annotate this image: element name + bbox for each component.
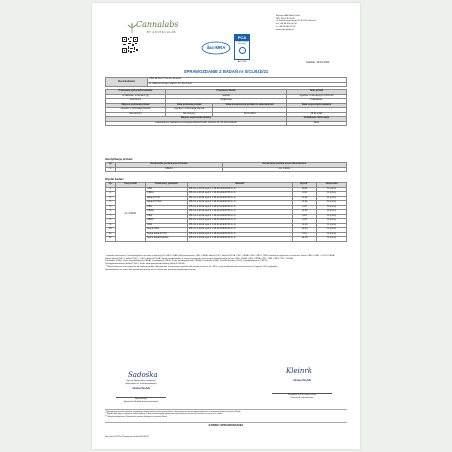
info-header: Dodatkowe informacje: [287, 117, 347, 122]
method-cell: PB-CL-1:2019 wyd.3 z 28.09.2020/HPLC- A: [188, 223, 293, 228]
right-caption-line: Kierownik m.l.dr. Marek Klein: [272, 393, 332, 397]
client-label: Zleceniodawca: [106, 78, 148, 87]
info-header: Przedmiot badań: [166, 90, 287, 95]
info-cell: w zakresie, w ramach (§): [106, 94, 166, 99]
footnote-line: * Sprawozdanie zostało wykonane na podstawie danych dostarczonych przez Klienta. Laboratorium nie ponosi odpowiedzialności za informacje dostarczone przez Klienta.: [105, 411, 241, 413]
result-value-cell: 0,03: [293, 192, 317, 197]
parameter-cell: CBG: [146, 214, 188, 219]
left-stamp: [116, 380, 166, 390]
parameter-cell: CBN: [146, 223, 188, 228]
parameter-cell: CBGA: [146, 210, 188, 215]
parameter-cell: Suma CBD: [146, 228, 188, 233]
results-header: Oznaczany parametr: [146, 183, 188, 188]
left-caption: [116, 397, 166, 403]
parameter-cell: CBDV: [146, 219, 188, 224]
qr-code: [122, 37, 138, 53]
result-value-cell: 11,81: [293, 187, 317, 192]
result-value-cell: 0,14: [293, 232, 317, 237]
row-number: 4.: [106, 201, 116, 206]
ident-cell: CBD10: [116, 167, 223, 172]
result-value-cell: 0,23: [293, 214, 317, 219]
unit-cell: % (m/m): [317, 237, 347, 242]
accreditation-seal-icon: [239, 47, 246, 54]
method-cell: PB-CL-1:2019 wyd.3 z 28.09.2020/HPLC- A: [188, 196, 293, 201]
result-value-cell: <0,01: [293, 223, 317, 228]
method-cell: PB-CL-1:2019 wyd.3 z 28.09.2020/HPLC- A: [188, 192, 293, 197]
method-cell: PB-CL-1:2019 wyd.3 z 28.09.2020/HPLC- A: [188, 219, 293, 224]
client-address: ul. Walzemmolego 14a/10, 87-100 Toruń: [148, 82, 347, 87]
unit-cell: % (m/m): [317, 201, 347, 206]
lab-address: [276, 15, 346, 31]
client-name: CBD EFFECT Dorota Janerek: [148, 78, 347, 83]
info-cell: zgodnie z instrukcją P-IV/PO-09: [287, 94, 347, 99]
footnotes: [105, 411, 347, 418]
row-number: 12.: [106, 237, 116, 242]
ident-cell: CLI 136/21: [222, 167, 346, 172]
note-line: Kanabidiol (CBD), Kwas kanabidiolowy (CBDA), Kanabigerol (CBG), Kwas kanabigerolowy (CBGA), Kanabinol (CBN), Kanabichromen (CBC), Kanabidiwaryna (CBDV);: [105, 260, 268, 263]
row-number: 5.: [106, 205, 116, 210]
right-caption: [272, 393, 332, 399]
end-label: KONIEC SPRAWOZDANIA: [208, 423, 244, 427]
info-cell: Prawidłowy: [287, 99, 347, 104]
note-line: Tetrahydrokanabinol (delta-9-THC), Kwas tetrahydrokanabinolowy (delta-9-THCA).: [105, 263, 185, 266]
ident-header: Lp.: [106, 163, 116, 168]
method-notes: [105, 255, 347, 271]
unit-cell: % (m/m): [317, 210, 347, 215]
unit-cell: % (m/m): [317, 192, 347, 197]
parameter-cell: CBC: [146, 205, 188, 210]
address-line: ul. Samokrzewskiego 28, 80-301 Gdańsk: [276, 20, 316, 23]
info-header: Data dostarczenia próbek do laboratorium: [213, 103, 287, 108]
row-number: 2.: [106, 192, 116, 197]
row-number: 7.: [106, 214, 116, 219]
parameter-cell: CBD: [146, 187, 188, 192]
address-line: e: +48 58 586 13 22: [276, 25, 296, 28]
pca-accreditation-mark: [234, 34, 250, 60]
unit-cell: % (m/m): [317, 214, 347, 219]
row-number: 10.: [106, 228, 116, 233]
parameter-cell: Suma kanabinoidów: [146, 237, 188, 242]
result-value-cell: 0,23: [293, 205, 317, 210]
report-title: SPRAWOZDANIE Z BADAŃ nr S/CL/61b/21: [183, 69, 269, 74]
table-row: [106, 167, 347, 172]
results-header: Wynik**: [293, 183, 317, 188]
method-cell: PB-CL-1:2019 wyd.3 z 28.09.2020/HPLC- A: [188, 205, 293, 210]
info-cell: zgodnie z informacją Klienta: [106, 108, 166, 113]
identification-table: [105, 162, 347, 172]
address-line: tel. +48 58 506 00 04: [276, 23, 297, 26]
result-value-cell: 0,05: [293, 219, 317, 224]
left-ekotechlab-logo: ekotechLAB: [132, 386, 150, 391]
form-code: Formularz F-02/P2-02 Obowiązuje od dnia 2020.05.28: [105, 436, 149, 438]
right-signature: Kleinrk: [286, 367, 312, 375]
results-header: Metoda*: [188, 183, 293, 188]
info-cell: 18.01.2021: [213, 112, 287, 117]
identification-label: Identyfikacja próbek:: [105, 157, 133, 161]
client-block: [105, 77, 347, 87]
method-cell: PB-CL-1:2019 wyd.3 z 28.09.2020/HPLC- A: [188, 210, 293, 215]
row-number: 9.: [106, 223, 116, 228]
method-cell: PB-CL-1:2019 wyd.3 z 28.09.2020/HPLC- A: [188, 214, 293, 219]
left-stamp-line: Kgr inż. Aleksandra Ladzioska: [126, 380, 156, 382]
pca-line: Polskie Centrum Akredytacji: [236, 41, 248, 45]
info-header: Data pobrania próbek: [166, 103, 213, 108]
left-caption-line: Specjalista Badań Instrumentalnych: [123, 400, 159, 403]
parameter-cell: CBDA: [146, 192, 188, 197]
info-cell: Nie dotyczy: [166, 112, 213, 117]
unit-cell: % (m/m): [317, 205, 347, 210]
results-header: Jednostka: [317, 183, 347, 188]
info-header: Miejsce wykonania analizy: [106, 117, 287, 122]
info-header: Podstawa wykonania badania: [106, 90, 166, 95]
unit-cell: % (m/m): [317, 187, 347, 192]
left-caption-line: Sprawdził(a): [116, 397, 166, 401]
info-cell: Olejki/oleje: [166, 99, 287, 104]
ident-header: Oznaczenie próbek przez Klienta: [116, 163, 223, 168]
unit-cell: % (m/m): [317, 219, 347, 224]
result-value-cell: 12,54: [293, 237, 317, 242]
unit-cell: % (m/m): [317, 223, 347, 228]
footnote-line: *** Metoda akredytowana. Niepewność pomiaru dostępna na życzenie Klienta.: [105, 415, 168, 418]
row-number: 6.: [106, 210, 116, 215]
note-line: Sprawozdanie nie może być powielane inaczej niż w całości bez pisemnej zgody laboratorium.: [105, 268, 197, 271]
row-number: 11.: [106, 232, 116, 237]
left-stamp-line: Specjalista ds. Instrumentalnych: [125, 382, 157, 385]
parameter-cell: delta-9-THCA: [146, 201, 188, 206]
pca-label: PCA: [235, 35, 249, 41]
parameter-cell: delta-9-THC: [146, 196, 188, 201]
logo-subtitle: BY EKOTECHLAB: [147, 30, 176, 34]
footnote-line: ** Wyniki badań dotyczą wyłącznie próbek badanych. Bez pisemnej zgody laboratorium sprawozdanie nie może być powielane inaczej niż w całości.: [105, 413, 223, 416]
info-cell: Nie dotyczy: [106, 112, 166, 117]
note-line: Suma delta-9-THC = delta-9-THC + 0,877×delta-9-THCA; Suma kanabinoidów = suma wszystkich oznaczonych kanabinoidów (w tym CBD, CBDA, CBG, CBGA, CBC, CBN, CBDV, THC, THCA);: [105, 257, 294, 260]
method-cell: PB-CL-1:2019 wyd.3 z 28.09.2020/HPLC- A: [188, 237, 293, 242]
parameter-cell: Suma delta-9-THC: [146, 232, 188, 237]
result-value-cell: 11,84: [293, 228, 317, 233]
address-line: NIP: 584 245 00 80: [276, 17, 295, 20]
method-cell: PB-CL-1:2019 wyd.3 z 28.09.2020/HPLC- A: [188, 187, 293, 192]
results-header: Lp.: [106, 183, 116, 188]
info-cell: ZCL/61/21: [106, 99, 166, 104]
result-value-cell: <0,01: [293, 201, 317, 206]
info-header: Data rozpoczęcia badania: [287, 103, 347, 108]
unit-cell: % (m/m): [317, 196, 347, 201]
right-ekotechlab-logo: ekotechLAB: [293, 378, 311, 382]
results-table: [105, 182, 347, 242]
address-line: EkotechLAB Marek Klein: [276, 15, 301, 17]
info-cell: zgodnie z informacją Klienta: [166, 108, 213, 113]
ident-cell: 1.: [106, 167, 116, 172]
right-caption-line: Kierownik Laboratorium: [290, 396, 314, 399]
ab-number: AB 1766: [237, 61, 247, 63]
result-value-cell: <0,01: [293, 210, 317, 215]
results-header: Kod próbki: [116, 183, 146, 188]
method-cell: PB-CL-1:2019 wyd.3 z 28.09.2020/HPLC- A: [188, 232, 293, 237]
unit-cell: % (m/m): [317, 228, 347, 233]
ilac-mra-mark: ilac-MRA: [201, 41, 231, 55]
method-cell: PB-CL-1:2019 wyd.3 z 28.09.2020/HPLC- A: [188, 201, 293, 206]
info-header: Miejsce pobrania próbek: [106, 103, 166, 108]
unit-cell: % (m/m): [317, 232, 347, 237]
note-line: ** Wyniki odnoszą się wyłącznie do badanej próbki. Niepewność rozszerzona wyników dla poziomu ufności ok. 95% i przy współczynniku rozszerzenia k=2 wynosi 10% względnie.: [105, 265, 279, 268]
results-label: Wyniki badań:: [105, 177, 124, 181]
sample-code-cell: CLI 136/21: [116, 187, 146, 241]
info-cell: Laboratorium badawcze-rozwojowe EkotechLAB, Fiszera 14, 80-231 Gdańsk: [106, 121, 287, 126]
info-table: [105, 89, 347, 126]
address-line: www.cannalabs.pl: [276, 28, 294, 31]
info-cell: mełoza: [166, 94, 287, 99]
note-line: * metoda oznaczenia: Chromatografia cieczowa z detekcją UV (HPLC-DAD) dla parametrów: CBD, CBDA, delta-9-THC, delta-9-THCA, CBC, CBGA, CBG, CBDV, CBN; Informacje wyliczone ze wzorów: Suma CBD = CBD + 0,877×CBDA;: [105, 255, 335, 257]
report-page: [92, 3, 360, 449]
row-number: 1.: [106, 187, 116, 192]
method-cell: PB-CL-1:2019 wyd.3 z 28.09.2020/HPLC- A: [188, 228, 293, 233]
ident-header: Oznaczenie próbek przez laboratorium: [222, 163, 346, 168]
left-signature: Sadośka: [128, 371, 158, 379]
place-date: Gdańsk, 18.01.2021: [306, 61, 330, 64]
row-number: 8.: [106, 219, 116, 224]
info-header: Stan próbki: [287, 90, 347, 95]
info-cell: Brak: [287, 121, 347, 126]
info-cell: 18.01.2021: [287, 112, 347, 117]
result-value-cell: <0,01: [293, 196, 317, 201]
logo-name: Cannalabs: [136, 20, 179, 29]
row-number: 3.: [106, 196, 116, 201]
